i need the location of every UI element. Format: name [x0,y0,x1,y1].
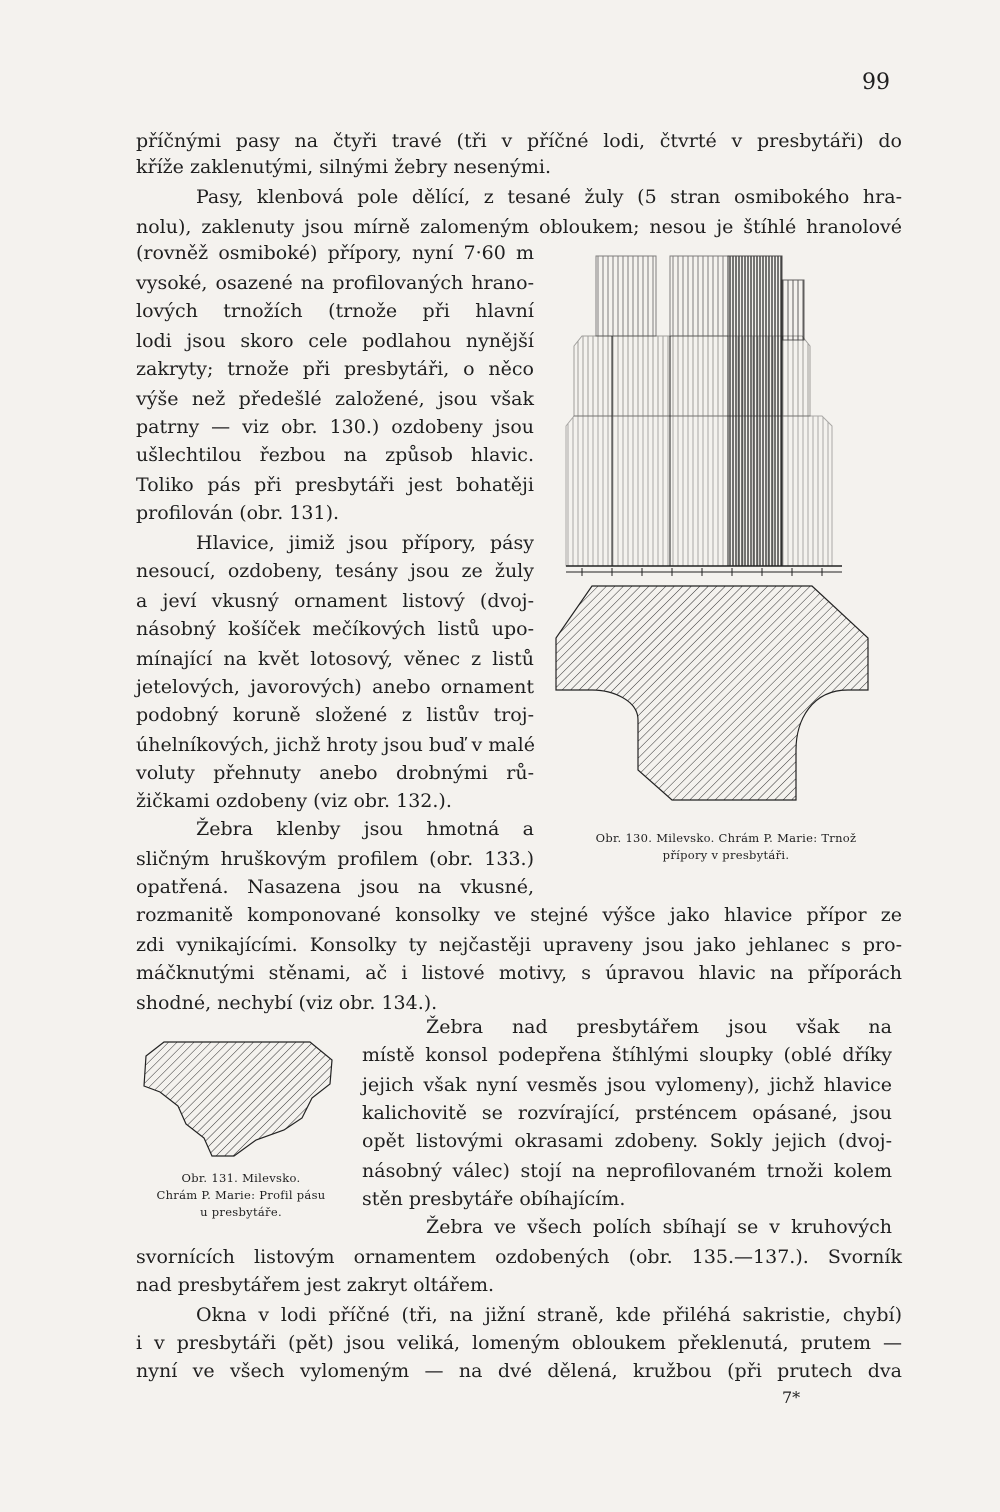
text-line: nyní ve všech vylomeným — na dvé dělená, kružbou (při prutech dva [136,1360,902,1382]
text-line: i v presbytáři (pět) jsou veliká, lomeným obloukem překlenutá, prutem — [136,1332,902,1354]
text-line: lodi jsou skoro cele podlahou nynější [136,330,534,352]
text-line: jejich však nyní vesměs jsou vylomeny), jichž hlavice [362,1074,892,1096]
text-line: Pasy, klenbová pole dělící, z tesané žuly (5 stran osmibokého hra- [196,186,902,208]
text-line: shodné, nechybí (viz obr. 134.). [136,992,438,1014]
text-line: stěn presbytáře obíhajícím. [362,1188,626,1210]
text-line: výše než předešlé založené, jsou však [136,388,534,410]
text-line: patrny — viz obr. 130.) ozdobeny jsou [136,416,534,438]
text-line: a jeví vkusný ornament listový (dvoj- [136,590,534,612]
caption-line: přípory v presbytáři. [662,848,790,862]
text-line: mínající na květ lotosový, věnec z listů [136,648,534,670]
text-line: místě konsol podepřena štíhlými sloupky (oblé dříky [362,1044,892,1066]
text-line: lových trnožích (trnože při hlavní [136,300,534,322]
text-line: rozmanitě komponované konsolky ve stejné výšce jako hlavice přípor ze [136,904,902,926]
page-number: 99 [862,70,890,95]
text-line: příčnými pasy na čtyři travé (tři v příčné lodi, čtvrté v presbytáři) do [136,130,902,152]
figure-131 [134,1034,348,1162]
text-line: máčknutými stěnami, ač i listové motivy, s úpravou hlavic na příporách [136,962,902,984]
text-line: opatřená. Nasazena jsou na vkusné, [136,876,534,898]
text-line: profilován (obr. 131). [136,502,340,524]
text-line: opět listovými okrasami zdobeny. Sokly jejich (dvoj- [362,1130,892,1152]
text-line: kříže zaklenutými, silnými žebry nesenými. [136,156,552,178]
text-line: vysoké, osazené na profilovaných hrano- [136,272,534,294]
text-line: podobný koruně složené z listův troj- [136,704,534,726]
text-line: voluty přehnuty anebo drobnými rů- [136,762,534,784]
text-line: zakryty; trnože při presbytáři, o něco [136,358,534,380]
signature-mark: 7* [782,1388,801,1407]
figure-130 [552,250,898,822]
text-line: sličným hruškovým profilem (obr. 133.) [136,848,534,870]
text-line: Žebra ve všech polích sbíhají se v kruhových [426,1216,892,1238]
caption-line: Obr. 130. Milevsko. Chrám P. Marie: Trnož [595,831,857,845]
text-line: nolu), zaklenuty jsou mírně zalomeným obloukem; nesou je štíhlé hranolové [136,216,902,238]
text-line: jetelových, javorových) anebo ornament [136,676,534,698]
figure-131-caption [134,1170,348,1221]
text-line: nesoucí, ozdobeny, tesány jsou ze žuly [136,560,534,582]
text-line: kalichovitě se rozvírající, prsténcem opásané, jsou [362,1102,892,1124]
text-line: Žebra klenby jsou hmotná a [196,818,534,840]
text-line: nad presbytářem jest zakryt oltářem. [136,1274,495,1296]
text-line: žičkami ozdobeny (viz obr. 132.). [136,790,452,812]
text-line: (rovněž osmiboké) přípory, nyní 7·60 m [136,242,534,264]
text-line: Okna v lodi příčné (tři, na jižní straně, kde přiléhá sakristie, chybí) [196,1304,902,1326]
caption-line: u presbytáře. [200,1205,282,1219]
text-line: Toliko pás při presbytáři jest bohatěji [136,474,534,496]
figure-130-caption [556,830,896,864]
caption-line: Obr. 131. Milevsko. [181,1171,301,1185]
text-line: Hlavice, jimiž jsou přípory, pásy [196,532,534,554]
text-line: zdi vynikajícími. Konsolky ty nejčastěji upraveny jsou jako jehlanec s pro- [136,934,902,956]
text-line: násobný košíček mečíkových listů upo- [136,618,534,640]
figure-130-drawing [552,250,898,818]
text-line: ušlechtilou řezbou na způsob hlavic. [136,444,534,466]
text-line: úhelníkových, jichž hroty jsou buď v malé [136,734,535,756]
caption-line: Chrám P. Marie: Profil pásu [156,1188,326,1202]
figure-131-drawing [134,1034,348,1158]
text-line: násobný válec) stojí na neprofilovaném trnoži kolem [362,1160,892,1182]
text-line: Žebra nad presbytářem jsou však na [426,1016,892,1038]
text-line: svornících listovým ornamentem ozdobených (obr. 135.—137.). Svorník [136,1246,902,1268]
